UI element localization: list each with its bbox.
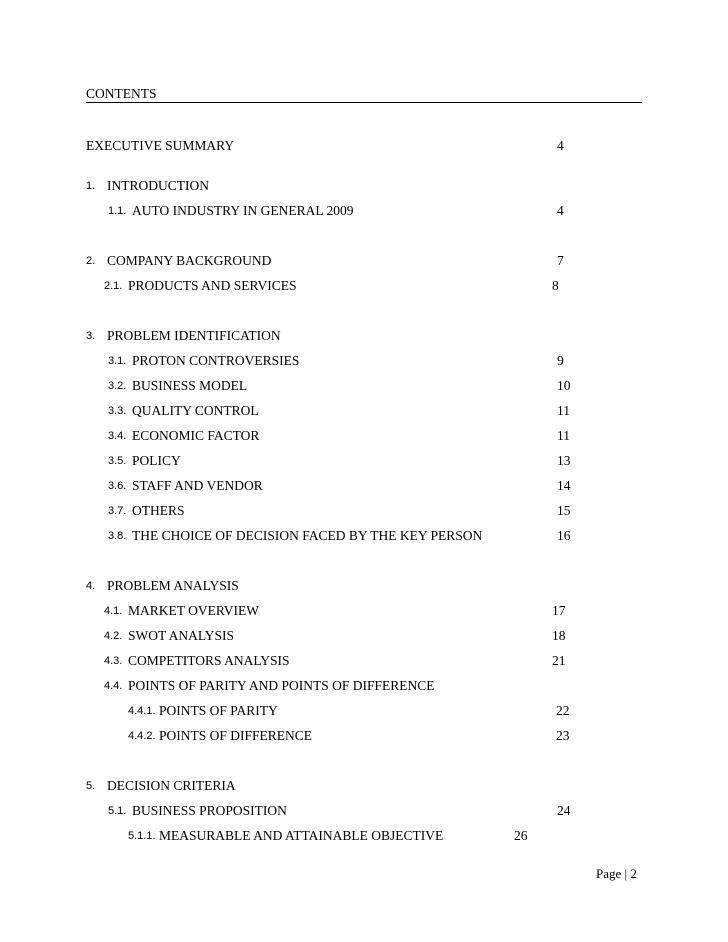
toc-entry-page: 9 <box>557 353 564 368</box>
toc-entry-title: EXECUTIVE SUMMARY <box>86 138 235 153</box>
toc-entry-number: 2. <box>86 255 96 267</box>
toc-entry-page: 21 <box>552 653 566 668</box>
toc-entry-business-model[interactable] <box>108 378 606 394</box>
toc-entry-number: 3.1. <box>108 355 127 367</box>
toc-entry-problem-analysis[interactable] <box>86 578 606 594</box>
toc-entry-title: AUTO INDUSTRY IN GENERAL 2009 <box>132 203 354 218</box>
toc-entry-page: 17 <box>552 603 566 618</box>
toc-entry-number: 3.2. <box>108 380 127 392</box>
toc-entry-number: 3.4. <box>108 430 127 442</box>
toc-entry-title: MARKET OVERVIEW <box>128 603 260 618</box>
toc-entry-number: 4.2. <box>104 630 123 642</box>
toc-entry-number: 3.7. <box>108 505 127 517</box>
toc-entry-page: 18 <box>552 628 566 643</box>
toc-entry-page: 13 <box>557 453 571 468</box>
toc-entry-page: 14 <box>557 478 571 493</box>
toc-entry-page: 26 <box>514 828 528 843</box>
toc-entry-page: 16 <box>557 528 571 543</box>
toc-entry-number: 4.3. <box>104 655 123 667</box>
toc-entry-staff-and-vendor[interactable] <box>108 478 606 494</box>
toc-entry-choice-of-decision[interactable] <box>108 528 606 544</box>
toc-entry-page: 22 <box>556 703 570 718</box>
toc-entry-title: POINTS OF DIFFERENCE <box>159 728 313 743</box>
page-footer <box>596 866 637 882</box>
toc-entry-number: 1. <box>86 180 96 192</box>
toc-entry-title: PROTON CONTROVERSIES <box>132 353 300 368</box>
toc-entry-number: 4.4.1. <box>128 705 156 717</box>
toc-entry-company-background[interactable] <box>86 253 606 269</box>
toc-entry-points-of-parity-and-difference[interactable] <box>104 678 606 694</box>
toc-entry-number: 1.1. <box>108 205 127 217</box>
toc-entry-products-and-services[interactable] <box>104 278 606 294</box>
toc-entry-policy[interactable] <box>108 453 606 469</box>
toc-entry-number: 5. <box>86 780 96 792</box>
toc-entry-title: BUSINESS PROPOSITION <box>132 803 287 818</box>
toc-entry-number: 4.1. <box>104 605 123 617</box>
contents-heading: CONTENTS <box>86 86 157 101</box>
toc-entry-page: 4 <box>557 138 564 153</box>
toc-entry-title: INTRODUCTION <box>107 178 209 193</box>
toc-entry-page: 4 <box>557 203 564 218</box>
footer-page-number: 2 <box>630 866 637 881</box>
toc-entry-number: 4.4. <box>104 680 123 692</box>
toc-entry-page: 23 <box>556 728 570 743</box>
toc-entry-title: POINTS OF PARITY <box>159 703 278 718</box>
toc-entry-number: 5.1. <box>108 805 127 817</box>
toc-entry-title: COMPETITORS ANALYSIS <box>128 653 290 668</box>
toc-entry-page: 8 <box>552 278 559 293</box>
toc-entry-title: THE CHOICE OF DECISION FACED BY THE KEY PERSON <box>132 528 483 543</box>
toc-entry-number: 3.3. <box>108 405 127 417</box>
toc-entry-quality-control[interactable] <box>108 403 606 419</box>
toc-entry-page: 10 <box>557 378 571 393</box>
toc-entry-title: OTHERS <box>132 503 185 518</box>
heading-rule <box>86 102 642 103</box>
toc-entry-title: ECONOMIC FACTOR <box>132 428 260 443</box>
toc-entry-title: MEASURABLE AND ATTAINABLE OBJECTIVE <box>159 828 444 843</box>
toc-entry-introduction[interactable] <box>86 178 606 194</box>
toc-entry-executive-summary[interactable] <box>86 138 606 154</box>
toc-entry-title: STAFF AND VENDOR <box>132 478 263 493</box>
toc-entry-competitors-analysis[interactable] <box>104 653 606 669</box>
toc-entry-number: 2.1. <box>104 280 123 292</box>
footer-label: Page <box>596 866 622 881</box>
toc-entry-page: 11 <box>557 403 570 418</box>
toc-entry-measurable-objective[interactable] <box>128 828 606 844</box>
toc-entry-proton-controversies[interactable] <box>108 353 606 369</box>
toc-entry-title: QUALITY CONTROL <box>132 403 259 418</box>
toc-entry-swot-analysis[interactable] <box>104 628 606 644</box>
toc-entry-problem-identification[interactable] <box>86 328 606 344</box>
toc-entry-auto-industry[interactable] <box>108 203 606 219</box>
toc-entry-economic-factor[interactable] <box>108 428 606 444</box>
toc-entry-title: BUSINESS MODEL <box>132 378 248 393</box>
toc-entry-number: 3.5. <box>108 455 127 467</box>
toc-entry-number: 5.1.1. <box>128 830 156 842</box>
toc-entry-number: 3. <box>86 330 96 342</box>
footer-separator: | <box>624 866 628 881</box>
toc-entry-title: SWOT ANALYSIS <box>128 628 235 643</box>
toc-entry-decision-criteria[interactable] <box>86 778 606 794</box>
toc-entry-others[interactable] <box>108 503 606 519</box>
toc-entry-title: COMPANY BACKGROUND <box>107 253 272 268</box>
toc-entry-title: DECISION CRITERIA <box>107 778 236 793</box>
toc-entry-number: 3.6. <box>108 480 127 492</box>
toc-entry-title: PROBLEM IDENTIFICATION <box>107 328 281 343</box>
toc-entry-title: POLICY <box>132 453 181 468</box>
toc-entry-points-of-parity[interactable] <box>128 703 606 719</box>
toc-entry-page: 24 <box>557 803 571 818</box>
toc-entry-page: 11 <box>557 428 570 443</box>
toc-entry-title: POINTS OF PARITY AND POINTS OF DIFFERENCE <box>128 678 435 693</box>
toc-entry-page: 15 <box>557 503 571 518</box>
toc-entry-number: 4. <box>86 580 96 592</box>
toc-entry-business-proposition[interactable] <box>108 803 606 819</box>
toc-entry-market-overview[interactable] <box>104 603 606 619</box>
toc-entry-page: 7 <box>557 253 564 268</box>
toc-entry-title: PROBLEM ANALYSIS <box>107 578 239 593</box>
toc-entry-title: PRODUCTS AND SERVICES <box>128 278 297 293</box>
toc-entry-points-of-difference[interactable] <box>128 728 606 744</box>
toc-entry-number: 3.8. <box>108 530 127 542</box>
toc-entry-number: 4.4.2. <box>128 730 156 742</box>
